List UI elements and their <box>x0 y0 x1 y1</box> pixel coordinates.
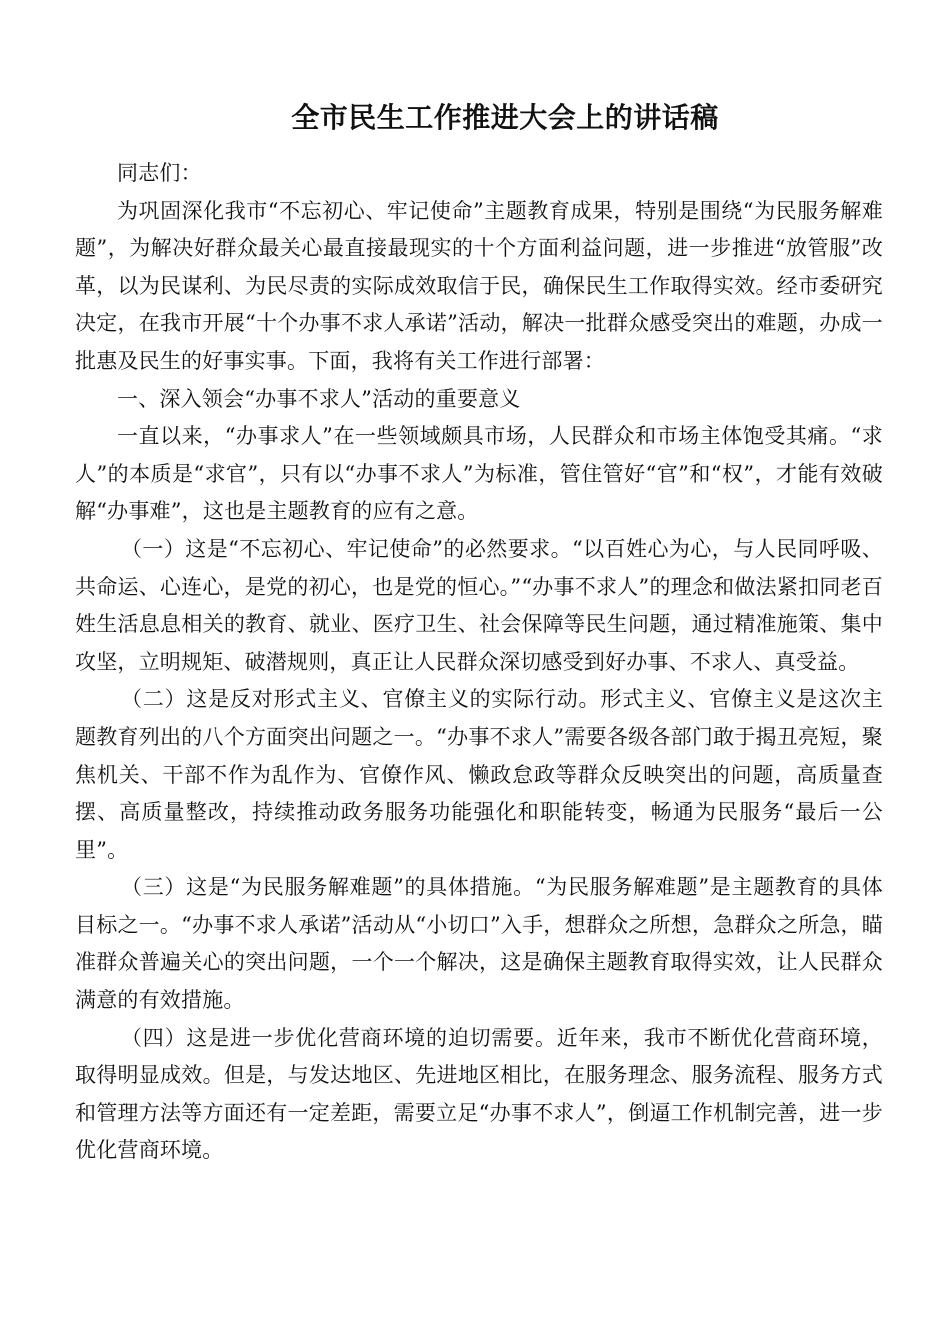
subsection-paragraph-4: （四）这是进一步优化营商环境的迫切需要。近年来，我市不断优化营商环境，取得明显成效。但是，与发达地区、先进地区相比，在服务理念、服务流程、服务方式和管理方法等方面还有一定差距，需要立足“办事不求人”，倒逼工作机制完善，进一步优化营商环境。 <box>75 1025 883 1163</box>
subsection-paragraph-1: （一）这是“不忘初心、牢记使命”的必然要求。“以百姓心为心，与人民同呼吸、共命运、心连心，是党的初心，也是党的恒心。”“办事不求人”的理念和做法紧扣同老百姓生活息息相关的教育、就业、医疗卫生、社会保障等民生问题，通过精准施策、集中攻坚，立明规矩、破潜规则，真正让人民群众深切感受到好办事、不求人、真受益。 <box>75 536 883 674</box>
subsection-paragraph-2: （二）这是反对形式主义、官僚主义的实际行动。形式主义、官僚主义是这次主题教育列出的八个方面突出问题之一。“办事不求人”需要各级各部门敢于揭丑亮短，聚焦机关、干部不作为乱作为、官僚作风、懒政怠政等群众反映突出的问题，高质量查摆、高质量整改，持续推动政务服务功能强化和职能转变，畅通为民服务“最后一公里”。 <box>75 687 883 862</box>
page-title: 全市民生工作推进大会上的讲话稿 <box>291 101 719 134</box>
document-body <box>75 155 883 1170</box>
greeting: 同志们： <box>117 161 202 185</box>
subsection-paragraph-3: （三）这是“为民服务解难题”的具体措施。“为民服务解难题”是主题教育的具体目标之一。“办事不求人承诺”活动从“小切口”入手，想群众之所想，急群众之所急，瞄准群众普遍关心的突出问题，一个一个解决，这是确保主题教育取得实效，让人民群众满意的有效措施。 <box>75 875 883 1013</box>
section-paragraph: 一直以来，“办事求人”在一些领域颇具市场，人民群众和市场主体饱受其痛。“求人”的本质是“求官”，只有以“办事不求人”为标准，管住管好“官”和“权”，才能有效破解“办事难”，这也是主题教育的应有之意。 <box>75 424 883 524</box>
section-heading: 一、深入领会“办事不求人”活动的重要意义 <box>117 386 521 411</box>
intro-paragraph: 为巩固深化我市“不忘初心、牢记使命”主题教育成果，特别是围绕“为民服务解难题”，为解决好群众最关心最直接最现实的十个方面利益问题，进一步推进“放管服”改革，以为民谋利、为民尽责的实际成效取信于民，确保民生工作取得实效。经市委研究决定，在我市开展“十个办事不求人承诺”活动，解决一批群众感受突出的难题，办成一批惠及民生的好事实事。下面，我将有关工作进行部署： <box>75 198 883 373</box>
